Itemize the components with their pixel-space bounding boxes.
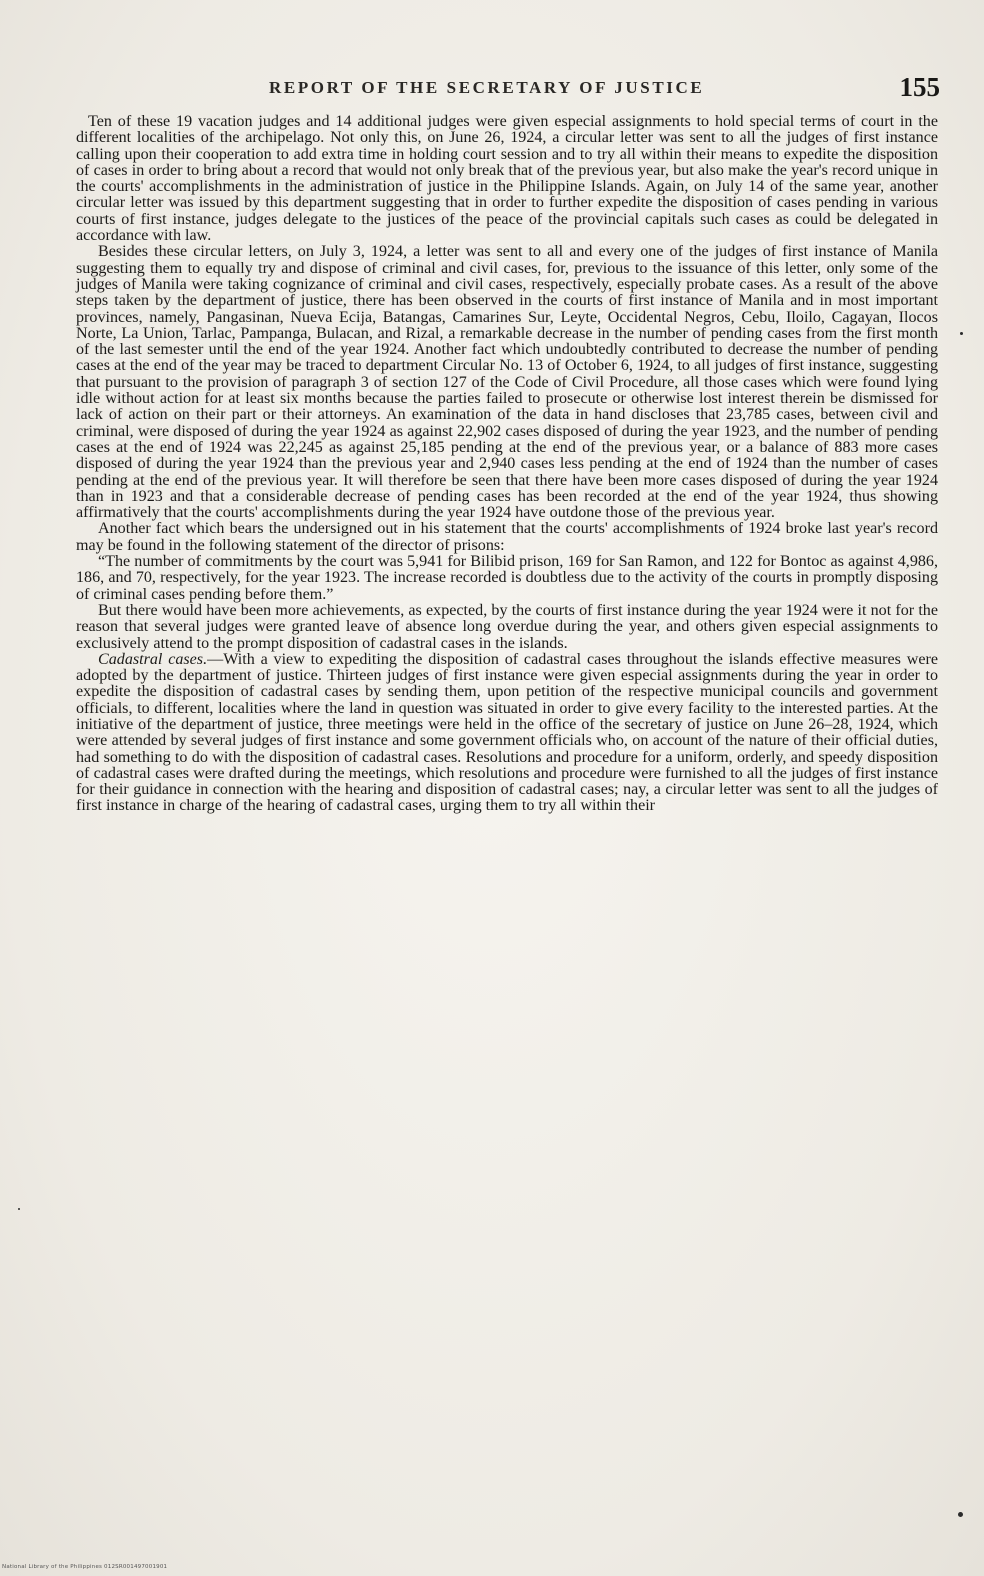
page-number: 155 [899,72,940,102]
paragraph-vacation-judges: Ten of these 19 vacation judges and 14 additional judges were given especial assignments to hold special terms of court in the different localities of the archipelago. Not only this, on June 26, 1924, a circular letter was sent to all the judges of first instance calling upon their cooperation to add extra time in holding court session and to try all within their means to expedite the disposition of cases in order to bring about a record that would not only break that of the previous year, but also make the year's record unique in the courts' accomplishments in the administration of justice in the Philippine Islands. Again, on July 14 of the same year, another circular letter was issued by this department suggesting that in order to further expedite the disposition of cases pending in various courts of first instance, judges delegate to the justices of the peace of the provincial capitals such cases as could be delegated in accordance with law. [76,113,938,245]
scan-speck [18,1208,20,1210]
paragraph-another-fact: Another fact which bears the undersigned out in his statement that the courts' accomplishments of 1924 broke last year's record may be found in the following statement of the director of prisons: [76,520,938,554]
page-header [84,72,940,112]
body-text [76,114,938,815]
paragraph-circular-letters: Besides these circular letters, on July 3, 1924, a letter was sent to all and every one of the judges of first instance of Manila suggesting them to equally try and dispose of criminal and civil cases, for, previous to the issuance of this letter, only some of the judges of Manila were taking cognizance of criminal and civil cases, respectively, especially probate cases. As a result of the above steps taken by the department of justice, there has been observed in the courts of first instance of Manila and in most important provinces, namely, Pangasinan, Nueva Ecija, Batangas, Camarines Sur, Leyte, Occidental Negros, Cebu, Iloilo, Cagayan, Ilocos Norte, La Union, Tarlac, Pampanga, Bulacan, and Rizal, a remarkable decrease in the number of pending cases from the first month of the last semester until the end of the year 1924. Another fact which undoubtedly contributed to decrease the number of pending cases at the end of the year may be traced to department Circular No. 13 of October 6, 1924, to all judges of first instance, suggesting that pursuant to the provision of paragraph 3 of section 127 of the Code of Civil Procedure, all those cases which were found lying idle without action for at least six months because the parties failed to prosecute or otherwise lost interest therein be dismissed for lack of action on their part or their attorneys. An examination of the data in hand discloses that 23,785 cases, between civil and criminal, were disposed of during the year 1924 as against 22,902 cases disposed of during the year 1923, and the number of pending cases at the end of 1924 was 22,245 as against 25,185 pending at the end of the previous year, or a balance of 883 more cases disposed of during the year 1924 than the previous year and 2,940 cases less pending at the end of 1924 than the number of cases pending at the end of the previous year. It will therefore be seen that there have been more cases disposed of during the year 1924 than in 1923 and that a considerable decrease of pending cases has been recorded at the end of the year 1924, thus showing affirmatively that the courts' accomplishments during the year 1924 have outdone those of the previous year. [76,243,938,522]
paragraph-achievements: But there would have been more achievements, as expected, by the courts of first instance during the year 1924 were it not for the reason that several judges were granted leave of absence long overdue during the year, and others given especial assignments to exclusively attend to the prompt disposition of cadastral cases in the islands. [76,601,938,652]
footer-note: National Library of the Philippines 012SR001497001901 [2,1564,168,1570]
scan-speck [958,1512,963,1517]
running-head: REPORT OF THE SECRETARY OF JUSTICE [269,78,705,97]
scan-speck [960,332,963,335]
paragraph-cadastral-cases [76,652,938,815]
section-heading-cadastral: Cadastral cases. [98,650,208,668]
quotation-director-of-prisons: “The number of commitments by the court was 5,941 for Bilibid prison, 169 for San Ramon, and 122 for Bontoc as against 4,986, 186, and 70, respectively, for the year 1923. The increase recorded is doubtless due to the activity of the courts in promptly disposing of criminal cases pending before them.” [76,553,938,603]
cadastral-text: —With a view to expediting the disposition of cadastral cases throughout the islands effective measures were adopted by the department of justice. Thirteen judges of first instance were given especial assignments during the year in order to expedite the disposition of cadastral cases by sending them, upon petition of the respective municipal councils and government officials, to different, localities where the land in question was situated in order to give every facility to the interested parties. At the initiative of the department of justice, three meetings were held in the office of the secretary of justice on June 26–28, 1924, which were attended by several judges of first instance and some government officials who, on account of the nature of their official duties, had something to do with the disposition of cadastral cases. Resolutions and procedure for a uniform, orderly, and speedy disposition of cadastral cases were drafted during the meetings, which resolutions and procedure were furnished to all the judges of first instance for their guidance in connection with the hearing and disposition of cadastral cases; nay, a circular letter was sent to all the judges of first instance in charge of the hearing of cadastral cases, urging them to try all within their [76,650,938,815]
